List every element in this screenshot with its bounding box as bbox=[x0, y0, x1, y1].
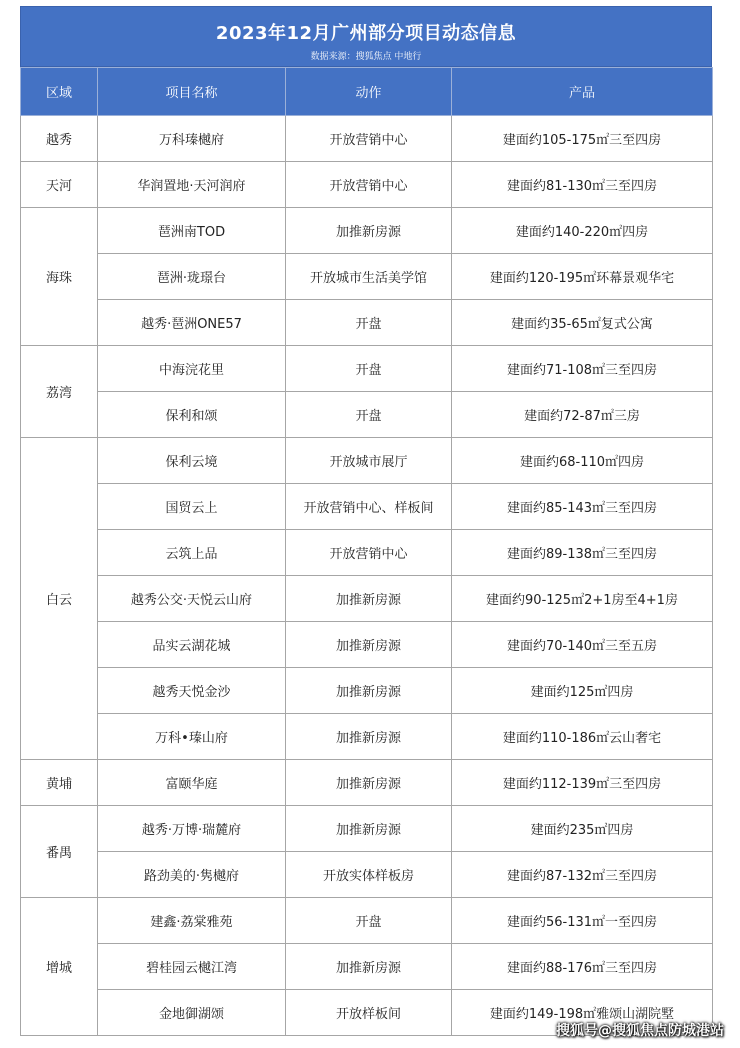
project-name-cell: 中海浣花里 bbox=[98, 346, 286, 392]
table-row bbox=[21, 622, 713, 668]
table-row bbox=[21, 162, 713, 208]
sheet-title: 2023年12月广州部分项目动态信息 bbox=[215, 23, 517, 44]
project-name-cell: 越秀·琶洲ONE57 bbox=[98, 300, 286, 346]
product-cell: 建面约149-198㎡雅颂山湖院墅 bbox=[452, 990, 713, 1036]
table-row bbox=[21, 208, 713, 254]
table-row bbox=[21, 300, 713, 346]
action-cell: 开放营销中心、样板间 bbox=[286, 484, 452, 530]
product-cell: 建面约89-138㎡三至四房 bbox=[452, 530, 713, 576]
table-row bbox=[21, 116, 713, 162]
action-cell: 开盘 bbox=[286, 300, 452, 346]
table-row bbox=[21, 484, 713, 530]
header-row bbox=[21, 68, 713, 116]
action-cell: 开放营销中心 bbox=[286, 116, 452, 162]
project-name-cell: 保利和颂 bbox=[98, 392, 286, 438]
table-row bbox=[21, 254, 713, 300]
product-cell: 建面约70-140㎡三至五房 bbox=[452, 622, 713, 668]
project-name-cell: 富颐华庭 bbox=[98, 760, 286, 806]
title-banner bbox=[20, 6, 712, 67]
table-row bbox=[21, 898, 713, 944]
table-row bbox=[21, 714, 713, 760]
region-cell: 海珠 bbox=[21, 208, 98, 346]
project-name-cell: 国贸云上 bbox=[98, 484, 286, 530]
header-product: 产品 bbox=[452, 68, 713, 116]
product-cell: 建面约68-110㎡四房 bbox=[452, 438, 713, 484]
action-cell: 加推新房源 bbox=[286, 576, 452, 622]
project-name-cell: 保利云境 bbox=[98, 438, 286, 484]
product-cell: 建面约90-125㎡2+1房至4+1房 bbox=[452, 576, 713, 622]
table-row bbox=[21, 852, 713, 898]
region-cell: 番禺 bbox=[21, 806, 98, 898]
action-cell: 加推新房源 bbox=[286, 806, 452, 852]
table-row bbox=[21, 438, 713, 484]
table-row bbox=[21, 392, 713, 438]
action-cell: 开放实体样板房 bbox=[286, 852, 452, 898]
table-row bbox=[21, 944, 713, 990]
data-source: 数据来源：搜狐焦点 中地行 bbox=[310, 52, 422, 62]
product-cell: 建面约85-143㎡三至四房 bbox=[452, 484, 713, 530]
header-project-name: 项目名称 bbox=[98, 68, 286, 116]
project-name-cell: 越秀天悦金沙 bbox=[98, 668, 286, 714]
product-cell: 建面约112-139㎡三至四房 bbox=[452, 760, 713, 806]
table-row bbox=[21, 576, 713, 622]
project-name-cell: 金地御湖颂 bbox=[98, 990, 286, 1036]
action-cell: 加推新房源 bbox=[286, 944, 452, 990]
project-name-cell: 琶洲南TOD bbox=[98, 208, 286, 254]
product-cell: 建面约71-108㎡三至四房 bbox=[452, 346, 713, 392]
action-cell: 加推新房源 bbox=[286, 714, 452, 760]
header-action: 动作 bbox=[286, 68, 452, 116]
project-name-cell: 品实云湖花城 bbox=[98, 622, 286, 668]
table-row bbox=[21, 806, 713, 852]
project-table bbox=[20, 67, 713, 1036]
project-name-cell: 建鑫·荔棠雅苑 bbox=[98, 898, 286, 944]
action-cell: 开放样板间 bbox=[286, 990, 452, 1036]
header-region: 区域 bbox=[21, 68, 98, 116]
table-body bbox=[21, 116, 713, 1036]
action-cell: 开放营销中心 bbox=[286, 162, 452, 208]
project-name-cell: 云筑上品 bbox=[98, 530, 286, 576]
product-cell: 建面约88-176㎡三至四房 bbox=[452, 944, 713, 990]
table-row bbox=[21, 530, 713, 576]
project-name-cell: 碧桂园云樾江湾 bbox=[98, 944, 286, 990]
action-cell: 开放城市展厅 bbox=[286, 438, 452, 484]
action-cell: 加推新房源 bbox=[286, 622, 452, 668]
project-name-cell: 越秀公交·天悦云山府 bbox=[98, 576, 286, 622]
info-sheet bbox=[20, 6, 712, 1036]
watermark: 搜狐号@搜狐焦点防城港站 bbox=[556, 1023, 724, 1039]
table-row bbox=[21, 346, 713, 392]
project-name-cell: 万科•瑧山府 bbox=[98, 714, 286, 760]
action-cell: 加推新房源 bbox=[286, 760, 452, 806]
product-cell: 建面约87-132㎡三至四房 bbox=[452, 852, 713, 898]
project-name-cell: 万科瑧樾府 bbox=[98, 116, 286, 162]
product-cell: 建面约35-65㎡复式公寓 bbox=[452, 300, 713, 346]
table-row bbox=[21, 668, 713, 714]
action-cell: 开盘 bbox=[286, 392, 452, 438]
region-cell: 白云 bbox=[21, 438, 98, 760]
table-row bbox=[21, 760, 713, 806]
action-cell: 开盘 bbox=[286, 346, 452, 392]
region-cell: 荔湾 bbox=[21, 346, 98, 438]
product-cell: 建面约120-195㎡环幕景观华宅 bbox=[452, 254, 713, 300]
region-cell: 天河 bbox=[21, 162, 98, 208]
region-cell: 黄埔 bbox=[21, 760, 98, 806]
product-cell: 建面约235㎡四房 bbox=[452, 806, 713, 852]
product-cell: 建面约56-131㎡一至四房 bbox=[452, 898, 713, 944]
product-cell: 建面约72-87㎡三房 bbox=[452, 392, 713, 438]
action-cell: 加推新房源 bbox=[286, 668, 452, 714]
action-cell: 加推新房源 bbox=[286, 208, 452, 254]
action-cell: 开放营销中心 bbox=[286, 530, 452, 576]
action-cell: 开放城市生活美学馆 bbox=[286, 254, 452, 300]
region-cell: 增城 bbox=[21, 898, 98, 1036]
project-name-cell: 琶洲·珑璟台 bbox=[98, 254, 286, 300]
project-name-cell: 越秀·万博·瑞麓府 bbox=[98, 806, 286, 852]
action-cell: 开盘 bbox=[286, 898, 452, 944]
region-cell: 越秀 bbox=[21, 116, 98, 162]
project-name-cell: 华润置地·天河润府 bbox=[98, 162, 286, 208]
product-cell: 建面约81-130㎡三至四房 bbox=[452, 162, 713, 208]
product-cell: 建面约110-186㎡云山奢宅 bbox=[452, 714, 713, 760]
product-cell: 建面约105-175㎡三至四房 bbox=[452, 116, 713, 162]
product-cell: 建面约125㎡四房 bbox=[452, 668, 713, 714]
project-name-cell: 路劲美的·隽樾府 bbox=[98, 852, 286, 898]
product-cell: 建面约140-220㎡四房 bbox=[452, 208, 713, 254]
